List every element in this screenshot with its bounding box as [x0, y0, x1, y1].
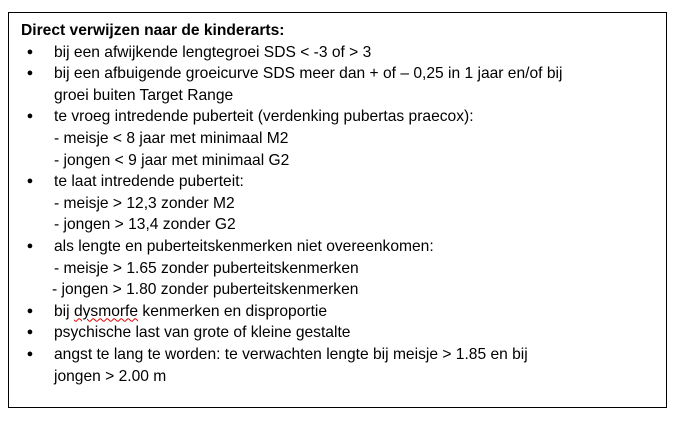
- sub-item-boy: - jongen < 9 jaar met minimaal G2: [54, 151, 290, 169]
- list-item: [21, 63, 658, 106]
- list-item: [21, 344, 658, 387]
- bullet-icon: ●: [26, 347, 34, 360]
- item-text: als lengte en puberteitskenmerken niet overeenkomen:: [54, 237, 434, 255]
- item-text: bij een afwijkende lengtegroei SDS < -3 of > 3: [54, 43, 372, 61]
- list-item: [21, 171, 658, 236]
- sub-item-girl: - meisje > 12,3 zonder M2: [54, 194, 235, 212]
- bullet-icon: ●: [26, 239, 34, 252]
- bullet-icon: ●: [26, 110, 34, 123]
- bullet-icon: ●: [26, 175, 34, 188]
- list-item: [21, 236, 658, 301]
- item-text-continued: jongen > 2.00 m: [54, 367, 167, 385]
- item-text: te laat intredende puberteit:: [54, 173, 244, 191]
- item-text-prefix: bij: [54, 302, 74, 320]
- sub-item-girl: - meisje > 1.65 zonder puberteitskenmerken: [54, 259, 359, 277]
- item-text: bij een afbuigende groeicurve SDS meer dan + of – 0,25 in 1 jaar en/of bij: [54, 65, 563, 83]
- sub-item-girl: - meisje < 8 jaar met minimaal M2: [54, 129, 289, 147]
- bullet-icon: ●: [26, 304, 34, 317]
- item-text-continued: groei buiten Target Range: [54, 86, 234, 104]
- list-item: [21, 301, 658, 323]
- item-text: psychische last van grote of kleine gestalte: [54, 324, 351, 342]
- referral-criteria-box: [8, 12, 667, 408]
- section-title: Direct verwijzen naar de kinderarts:: [21, 22, 285, 39]
- item-text: angst te lang te worden: te verwachten lengte bij meisje > 1.85 en bij: [54, 345, 528, 363]
- criteria-list: [21, 42, 658, 388]
- bullet-icon: ●: [26, 45, 34, 58]
- bullet-icon: ●: [26, 67, 34, 80]
- list-item: [21, 322, 658, 344]
- list-item: [21, 106, 658, 171]
- sub-item-boy: - jongen > 1.80 zonder puberteitskenmerken: [52, 281, 359, 299]
- list-item: [21, 42, 658, 64]
- spellcheck-flagged-word: dysmorfe: [73, 302, 139, 320]
- sub-item-boy: - jongen > 13,4 zonder G2: [54, 216, 236, 234]
- item-text-suffix: kenmerken en disproportie: [138, 302, 328, 320]
- item-text: te vroeg intredende puberteit (verdenking pubertas praecox):: [54, 108, 474, 126]
- criteria-content: [21, 20, 658, 387]
- bullet-icon: ●: [26, 326, 34, 339]
- item-text: [54, 301, 658, 323]
